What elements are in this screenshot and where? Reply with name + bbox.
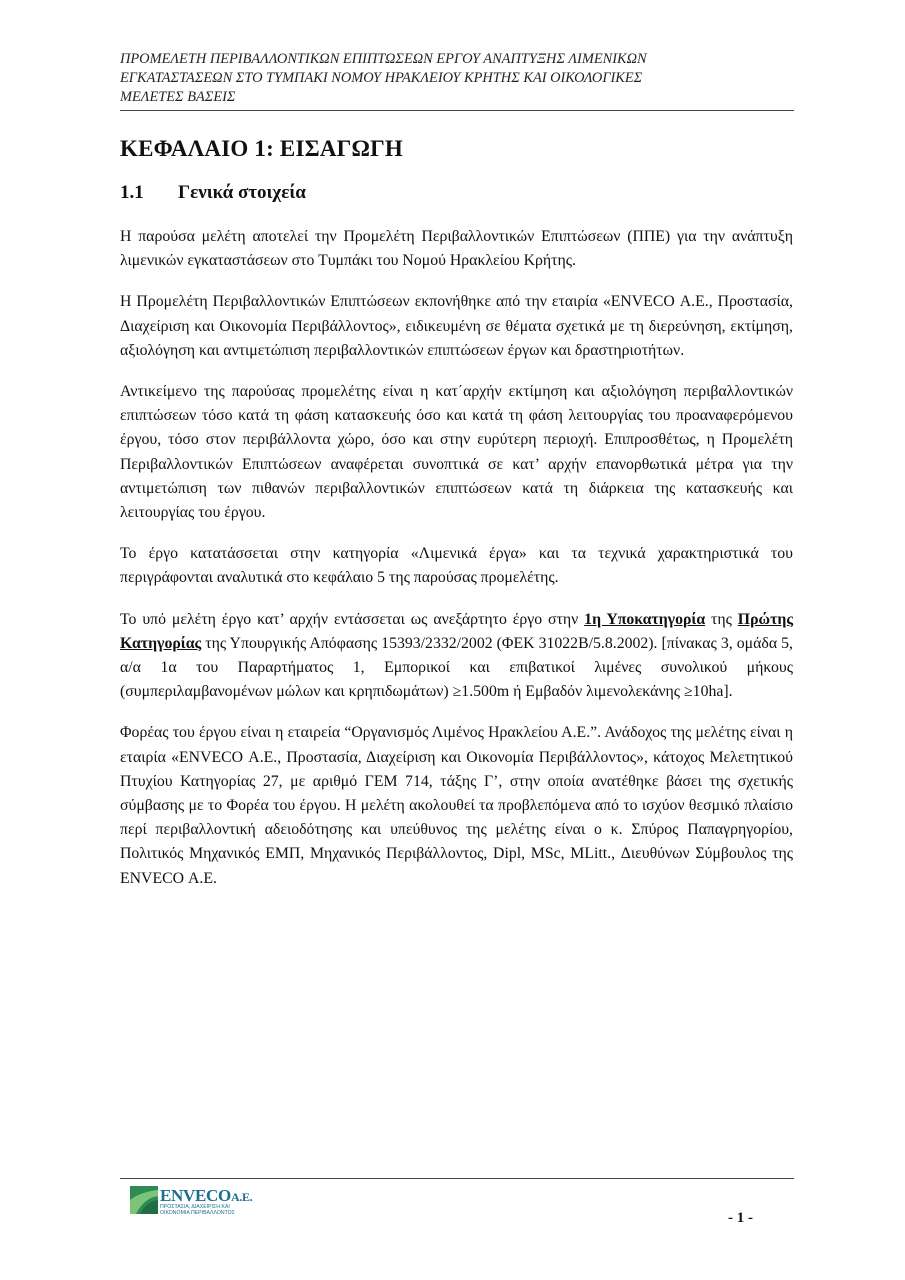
logo-suffix: A.E. [230, 1190, 253, 1204]
subcategory-emphasis: 1η Υποκατηγορία [584, 610, 706, 628]
category-emphasis: Πρώτης Κατηγορίας [120, 610, 793, 652]
classification-text-3: της Υπουργικής Απόφασης 15393/2332/2002 (ΦΕΚ 31022Β/5.8.2002). [πίνακας 3, ομάδα 5, α/α 1α του Παραρτήματος 1, Εμπορικοί και επιβατικοί λιμένες συνολικού μήκους (συμπεριλαμβανομένων μώλων και κρηπιδωμάτων) ≥1.500m ή Εμβαδόν λιμενολεκάνης ≥10ha]. [120, 634, 793, 701]
page-number: - 1 - [728, 1210, 753, 1226]
section-heading [120, 182, 306, 204]
paragraph-author: Η Προμελέτη Περιβαλλοντικών Επιπτώσεων εκπονήθηκε από την εταιρία «ENVECO Α.Ε., Προστασία, Διαχείριση και Οικονομία Περιβάλλοντος», ειδικευμένη σε θέματα σχετικά με τη διερεύνηση, εκτίμηση, αξιολόγηση και αντιμετώπιση περιβαλλοντικών επιπτώσεων έργων και δραστηριοτήτων. [120, 293, 793, 359]
footer-divider [120, 1178, 794, 1179]
logo-tagline-line-2: ΟΙΚΟΝΟΜΙΑ ΠΕΡΙΒΑΛΛΟΝΤΟΣ [160, 1209, 235, 1216]
section-title: Γενικά στοιχεία [178, 182, 306, 203]
header-line-3: ΜΕΛΕΤΕΣ ΒΑΣΕΙΣ [120, 89, 236, 105]
paragraph-scope: Αντικείμενο της παρούσας προμελέτης είναι η κατ΄αρχήν εκτίμηση και αξιολόγηση περιβαλλοντικών επιπτώσεων τόσο κατά τη φάση κατασκευής όσο και κατά τη φάση λειτουργίας του προαναφερόμενου έργου, τόσο στον περιβάλλοντα χώρο, όσο και στην ευρύτερη περιοχή. Επιπροσθέτως, η Προμελέτη Περιβαλλοντικών Επιπτώσεων αναφέρεται συνοπτικά σε κατ’ αρχήν επανορθωτικά μέτρα για την αντιμετώπιση των πιθανών περιβαλλοντικών επιπτώσεων κατά τη διάρκεια της κατασκευής και λειτουργίας του έργου. [120, 383, 793, 522]
paragraph-classification [120, 608, 793, 705]
logo-word: ENVECO [160, 1186, 231, 1205]
body-text [120, 225, 793, 908]
classification-text-1: Το υπό μελέτη έργο κατ’ αρχήν εντάσσεται ως ανεξάρτητο έργο στην [120, 610, 585, 628]
chapter-title: ΚΕΦΑΛΑΙΟ 1: ΕΙΣΑΓΩΓΗ [120, 136, 404, 161]
header-line-2: ΕΓΚΑΤΑΣΤΑΣΕΩΝ ΣΤΟ ΤΥΜΠΑΚΙ ΝΟΜΟΥ ΗΡΑΚΛΕΙΟΥ ΚΡΗΤΗΣ ΚΑΙ ΟΙΚΟΛΟΓΙΚΕΣ [120, 70, 643, 86]
enveco-logo-mark-icon [130, 1186, 158, 1214]
paragraph-category: Το έργο κατατάσσεται στην κατηγορία «Λιμενικά έργα» και τα τεχνικά χαρακτηριστικά του περιγράφονται αναλυτικά στο κεφάλαιο 5 της παρούσας προμελέτης. [120, 545, 793, 587]
paragraph-owner: Φορέας του έργου είναι η εταιρεία “Οργανισμός Λιμένος Ηρακλείου Α.Ε.”. Ανάδοχος της μελέτης είναι η εταιρία «ENVECO Α.Ε., Προστασία, Διαχείριση και Οικονομία Περιβάλλοντος», κάτοχος Μελετητικού Πτυχίου Κατηγορίας 27, με αριθμό ΓΕΜ 714, τάξης Γ’, στην οποία ανατέθηκε βάσει της σχετικής σύμβασης με το Φορέα του έργου. Η μελέτη ακολουθεί τα προβλεπόμενα από το ισχύον θεσμικό πλαίσιο περί περιβαλλοντική αδειοδότησης και υπεύθυνος της μελέτης είναι ο κ. Σπύρος Παπαγρηγορίου, Πολιτικός Μηχανικός ΕΜΠ, Μηχανικός Περιβάλλοντος, Dipl, MSc, MLitt., Διευθύνων Σύμβουλος της ENVECO Α.Ε. [120, 724, 793, 887]
logo-tagline [160, 1205, 270, 1216]
enveco-logo [130, 1186, 270, 1216]
classification-text-2: της [705, 610, 738, 628]
section-number: 1.1 [120, 182, 144, 203]
logo-wordmark [160, 1186, 252, 1206]
logo-tagline-line-1: ΠΡΟΣΤΑΣΙΑ, ΔΙΑΧΕΙΡΙΣΗ ΚΑΙ [160, 1204, 230, 1210]
paragraph-intro: Η παρούσα μελέτη αποτελεί την Προμελέτη Περιβαλλοντικών Επιπτώσεων (ΠΠΕ) για την ανάπτυξη λιμενικών εγκαταστάσεων στο Τυμπάκι του Νομού Ηρακλείου Κρήτης. [120, 228, 793, 270]
running-header [120, 50, 794, 111]
header-line-1: ΠΡΟΜΕΛΕΤΗ ΠΕΡΙΒΑΛΛΟΝΤΙΚΩΝ ΕΠΙΠΤΩΣΕΩΝ ΕΡΓΟΥ ΑΝΑΠΤΥΞΗΣ ΛΙΜΕΝΙΚΩΝ [120, 51, 647, 67]
